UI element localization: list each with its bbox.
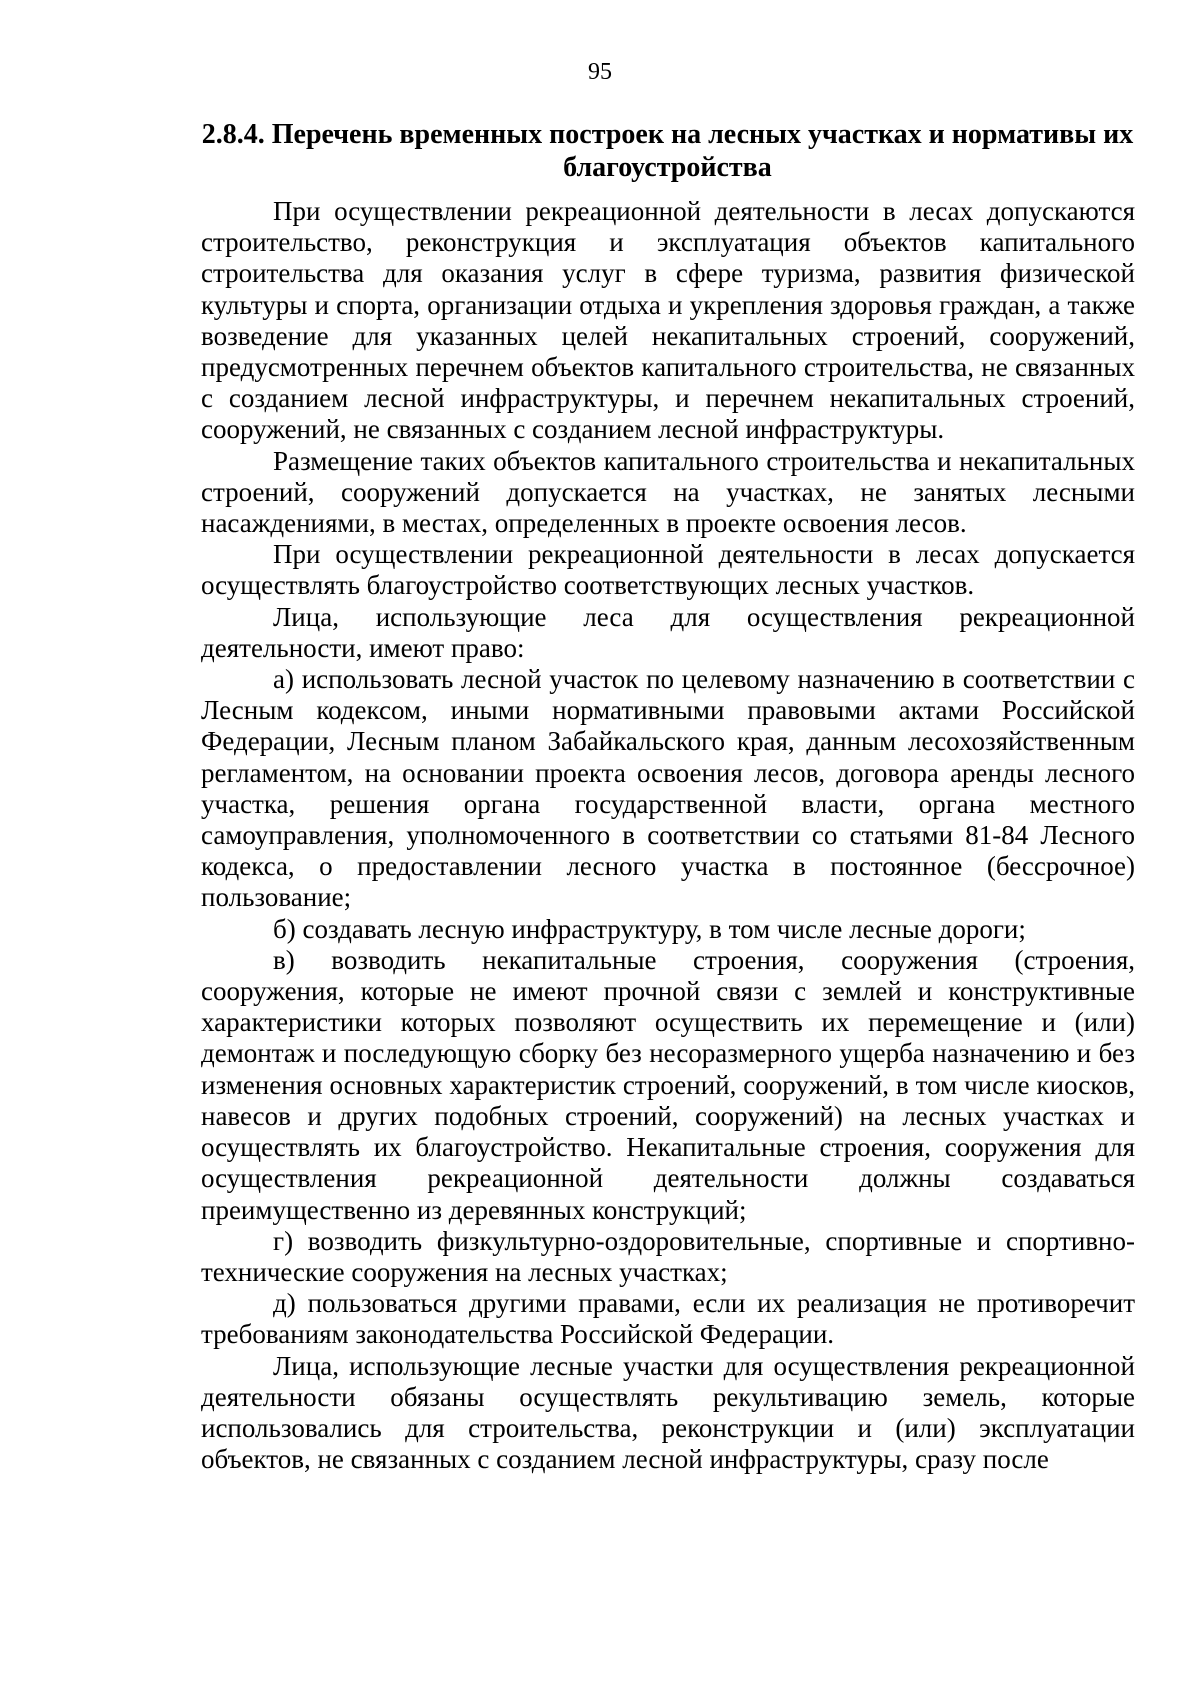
paragraph-landscaping: При осуществлении рекреационной деятельности в лесах допускается осуществлять благоустройство соответствующих лесных участков. (201, 539, 1135, 601)
paragraph-recreation-construction: При осуществлении рекреационной деятельности в лесах допускаются строительство, реконструкция и эксплуатация объектов капитального строительства для оказания услуг в сфере туризма, развития физической культуры и спорта, организации отдыха и укрепления здоровья граждан, а также возведение для указанных целей некапитальных строений, сооружений, предусмотренных перечнем объектов капитального строительства, не связанных с созданием лесной инфраструктуры, и перечнем некапитальных строений, сооружений, не связанных с созданием лесной инфраструктуры. (201, 196, 1135, 445)
paragraph-right-v: в) возводить некапитальные строения, сооружения (строения, сооружения, которые не имеют прочной связи с землей и конструктивные характеристики которых позволяют осуществить их перемещение и (или) демонтаж и последующую сборку без несоразмерного ущерба назначению и без изменения основных характеристик строений, сооружений, в том числе киосков, навесов и других подобных строений, сооружений) на лесных участках и осуществлять их благоустройство. Некапитальные строения, сооружения для осуществления рекреационной деятельности должны создаваться преимущественно из деревянных конструкций; (201, 944, 1135, 1225)
paragraph-right-d: д) пользоваться другими правами, если их реализация не противоречит требованиям законодательства Российской Федерации. (201, 1288, 1135, 1350)
paragraph-placement: Размещение таких объектов капитального строительства и некапитальных строений, сооружений допускается на участках, не занятых лесными насаждениями, в местах, определенных в проекте освоения лесов. (201, 445, 1135, 539)
section-heading: 2.8.4. Перечень временных построек на лесных участках и нормативы их благоустройства (201, 119, 1134, 183)
paragraph-rights-intro: Лица, использующие леса для осуществления рекреационной деятельности, имеют право: (201, 601, 1135, 663)
paragraph-obligations: Лица, использующие лесные участки для осуществления рекреационной деятельности обязаны осуществлять рекультивацию земель, которые использовались для строительства, реконструкции и (или) эксплуатации объектов, не связанных с созданием лесной инфраструктуры, сразу после (201, 1350, 1135, 1475)
paragraph-right-b: б) создавать лесную инфраструктуру, в том числе лесные дороги; (273, 913, 1026, 944)
paragraph-right-g: г) возводить физкультурно-оздоровительные, спортивные и спортивно-технические сооружения на лесных участках; (201, 1225, 1135, 1287)
document-body (201, 196, 1135, 1475)
paragraph-right-a: а) использовать лесной участок по целевому назначению в соответствии с Лесным кодексом, иными нормативными правовыми актами Российской Федерации, Лесным планом Забайкальского края, данным лесохозяйственным регламентом, на основании проекта освоения лесов, договора аренды лесного участка, решения органа государственной власти, органа местного самоуправления, уполномоченного в соответствии со статьями 81-84 Лесного кодекса, о предоставлении лесного участка в постоянное (бессрочное) пользование; (201, 664, 1135, 913)
page-number: 95 (588, 59, 612, 85)
